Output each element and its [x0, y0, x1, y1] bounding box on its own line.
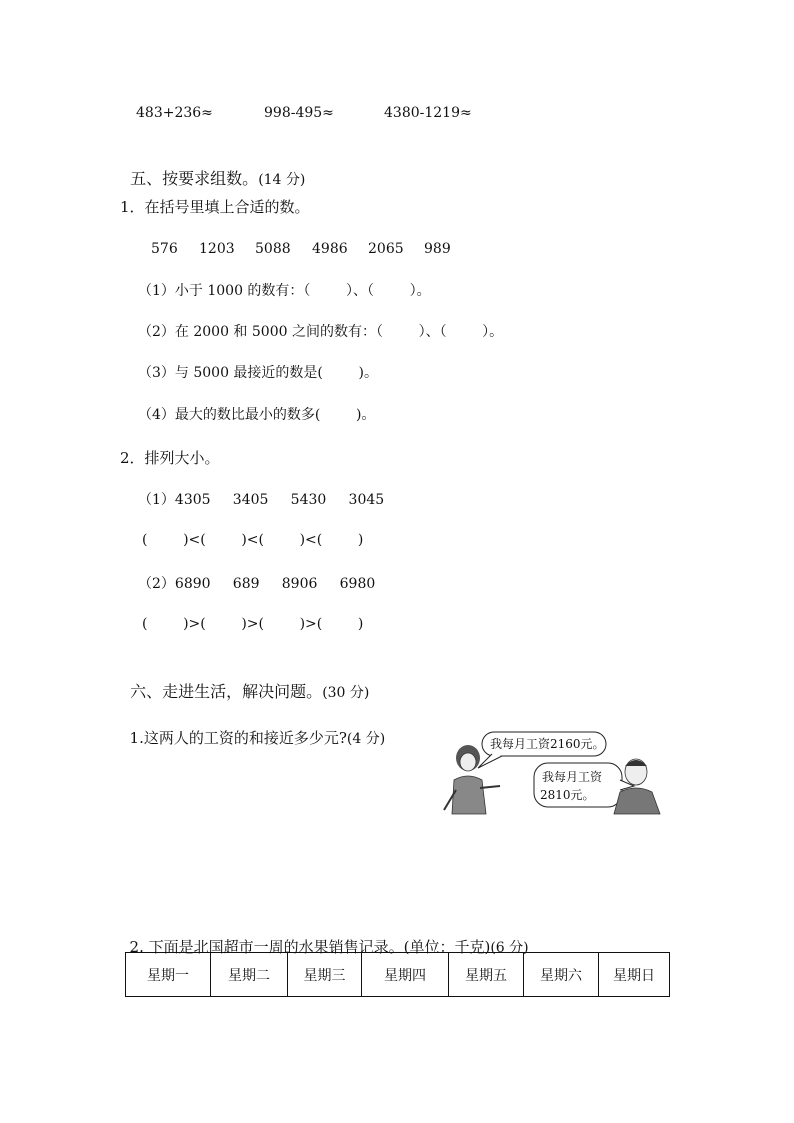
q6-1-title: [120, 711, 385, 748]
q5-1-title: 1．在括号里填上合适的数。: [120, 198, 310, 216]
sales-table: [125, 952, 670, 997]
section-5-title: 五、按要求组数。: [130, 169, 259, 188]
header-thursday: 星期四: [362, 953, 449, 997]
q5-2-part2-blanks: ( )>( )>( )>( ): [142, 616, 364, 632]
number-list: [151, 241, 451, 257]
woman-bubble-text: 我每月工资2160元。: [490, 737, 605, 751]
header-wednesday: 星期三: [288, 953, 362, 997]
q5-2-part1-numbers: （1）4305 3405 5430 3045: [138, 492, 385, 508]
section-5-heading: [120, 152, 305, 189]
man-bubble-text-line1: 我每月工资: [542, 770, 603, 784]
estimate-3: 4380-1219≈: [384, 105, 472, 121]
section-6-score: (30 分): [322, 685, 370, 701]
estimate-1: 483+236≈: [136, 105, 213, 121]
header-tuesday: 星期二: [211, 953, 288, 997]
q6-2-score: (6 分): [490, 940, 529, 956]
header-friday: 星期五: [449, 953, 524, 997]
q5-2-part1-blanks: ( )<( )<( )<( ): [142, 532, 364, 548]
number-item: 989: [424, 241, 451, 257]
number-item: 5088: [255, 241, 291, 257]
q5-1-item-1: （1）小于 1000 的数有：（ ）、（ ）。: [138, 283, 431, 299]
header-saturday: 星期六: [524, 953, 599, 997]
q6-1-text: 1.这两人的工资的和接近多少元?: [129, 729, 347, 747]
q5-2-title: 2．排列大小。: [120, 449, 220, 467]
number-item: 2065: [368, 241, 404, 257]
section-6-title: 六、走进生活，解决问题。: [130, 682, 323, 701]
section-5-score: (14 分): [258, 172, 306, 188]
q5-1-item-2: （2）在 2000 和 5000 之间的数有：（ ）、（ ）。: [138, 324, 504, 340]
header-monday: 星期一: [126, 953, 211, 997]
estimate-2: 998-495≈: [264, 105, 334, 121]
number-item: 1203: [199, 241, 235, 257]
number-item: 4986: [312, 241, 348, 257]
man-bubble-text-line2: 2810元。: [540, 788, 595, 802]
q5-2-part2-numbers: （2）6890 689 8906 6980: [138, 576, 376, 592]
salary-illustration: [430, 728, 670, 820]
sales-table-header-row: [126, 953, 670, 997]
section-6-heading: [120, 665, 369, 702]
q6-1-score: (4 分): [346, 731, 386, 747]
q5-1-item-4: （4）最大的数比最小的数多( )。: [138, 407, 376, 423]
number-item: 576: [151, 241, 178, 257]
header-sunday: 星期日: [599, 953, 670, 997]
q5-1-item-3: （3）与 5000 最接近的数是( )。: [138, 365, 378, 381]
q6-2-text: 2. 下面是北国超市一周的水果销售记录。(单位：千克): [129, 938, 491, 956]
